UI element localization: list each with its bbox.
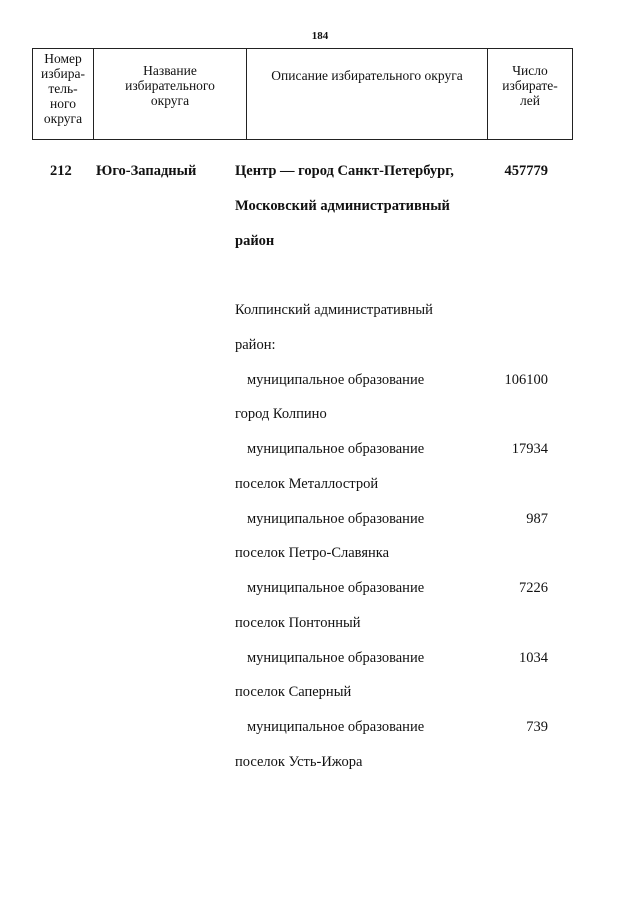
district-center-line: район [235,233,275,249]
district-center-line: Центр — город Санкт-Петербург, [235,163,454,179]
table-header [32,48,573,140]
entry-voters: 987 [526,511,548,527]
entry-line2: поселок Металлострой [235,476,379,492]
entry-line2: город Колпино [235,406,327,422]
entry-voters: 17934 [511,441,548,457]
entry-line2: поселок Петро-Славянка [235,545,390,561]
entry-line2: поселок Понтонный [235,615,361,631]
district-total-voters: 457779 [504,163,548,179]
entry-line2: поселок Усть-Ижора [235,754,363,770]
header-district-description: Описание избирательного округа [247,49,488,140]
subarea-title: район: [235,337,276,353]
district-name: Юго-Западный [96,163,197,179]
entry-line1: муниципальное образование [247,441,425,457]
entry-line1: муниципальное образование [247,511,425,527]
entry-line1: муниципальное образование [247,719,425,735]
entry-voters: 106100 [504,372,548,388]
district-center-line: Московский административный [235,198,450,214]
subarea-title: Колпинский административный [235,302,433,318]
page-number: 184 [311,30,329,42]
header-district-number: Номер избира- тель- ного округа [33,49,94,140]
district-number: 212 [50,163,72,179]
header-voter-count: Число избирате- лей [488,49,573,140]
entry-line1: муниципальное образование [247,650,425,666]
header-district-name: Название избирательного округа [94,49,247,140]
entry-voters: 1034 [519,650,548,666]
entry-line2: поселок Саперный [235,684,352,700]
entry-voters: 7226 [519,580,548,596]
entry-voters: 739 [526,719,548,735]
entry-line1: муниципальное образование [247,372,425,388]
entry-line1: муниципальное образование [247,580,425,596]
